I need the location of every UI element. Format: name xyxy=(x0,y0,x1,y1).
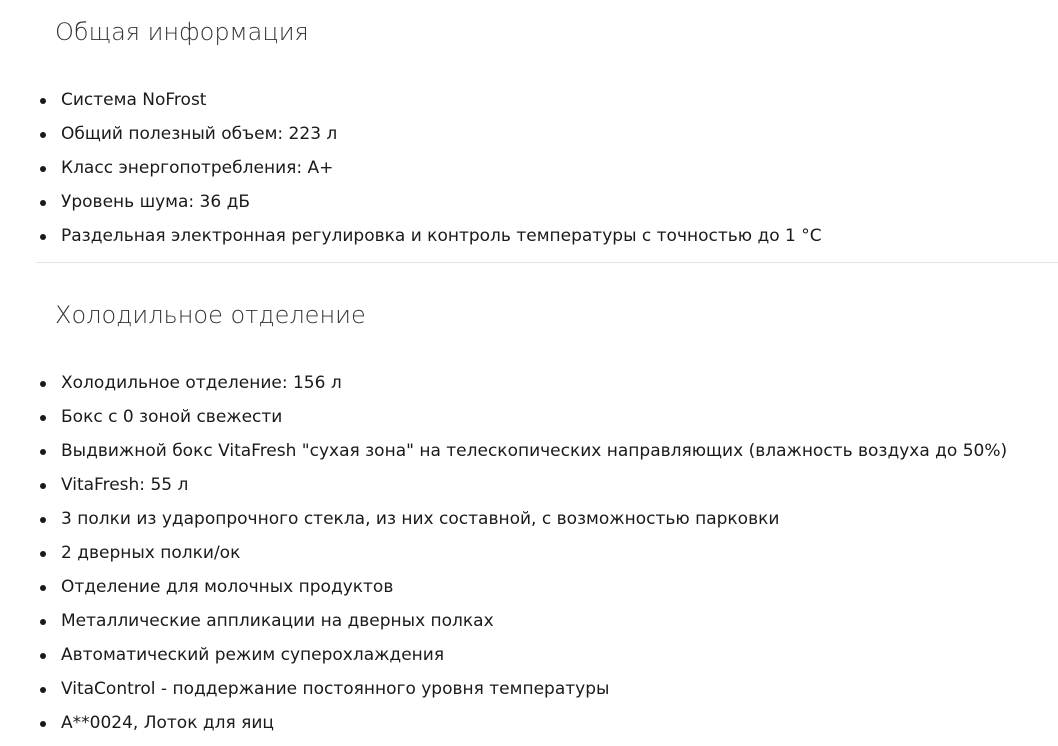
bullet-icon xyxy=(40,415,46,421)
bullet-icon xyxy=(40,687,46,693)
list-item xyxy=(0,185,822,219)
bullet-icon xyxy=(40,585,46,591)
list-item-text: Холодильное отделение: 156 л xyxy=(61,373,342,393)
list-item-text: Общий полезный объем: 223 л xyxy=(61,124,338,144)
section-title-fridge-compartment: Холодильное отделение xyxy=(55,301,366,329)
list-item xyxy=(0,151,822,185)
list-item xyxy=(0,536,1007,570)
bullet-icon xyxy=(40,551,46,557)
list-item xyxy=(0,706,1007,740)
general-info-feature-list xyxy=(0,83,822,253)
list-item xyxy=(0,570,1007,604)
list-item xyxy=(0,400,1007,434)
list-item-text: Класс энергопотребления: A+ xyxy=(61,158,334,178)
bullet-icon xyxy=(40,98,46,104)
list-item xyxy=(0,502,1007,536)
bullet-icon xyxy=(40,619,46,625)
bullet-icon xyxy=(40,517,46,523)
list-item-text: Автоматический режим суперохлаждения xyxy=(61,645,445,665)
bullet-icon xyxy=(40,132,46,138)
bullet-icon xyxy=(40,200,46,206)
bullet-icon xyxy=(40,166,46,172)
bullet-icon xyxy=(40,234,46,240)
bullet-icon xyxy=(40,653,46,659)
list-item xyxy=(0,117,822,151)
bullet-icon xyxy=(40,721,46,727)
list-item-text: Раздельная электронная регулировка и контроль температуры с точностью до 1 °C xyxy=(61,226,822,246)
list-item-text: VitaControl - поддержание постоянного уровня температуры xyxy=(61,679,610,699)
list-item xyxy=(0,604,1007,638)
list-item xyxy=(0,219,822,253)
list-item xyxy=(0,83,822,117)
list-item xyxy=(0,468,1007,502)
list-item-text: Металлические аппликации на дверных полках xyxy=(61,611,494,631)
bullet-icon xyxy=(40,483,46,489)
section-title-general-info: Общая информация xyxy=(55,18,309,46)
list-item-text: Выдвижной бокс VitaFresh "сухая зона" на телескопических направляющих (влажность воздуха до 50%) xyxy=(61,441,1008,461)
list-item-text: Система NoFrost xyxy=(61,90,207,110)
list-item xyxy=(0,672,1007,706)
bullet-icon xyxy=(40,449,46,455)
bullet-icon xyxy=(40,381,46,387)
list-item xyxy=(0,434,1007,468)
list-item-text: 3 полки из ударопрочного стекла, из них составной, с возможностью парковки xyxy=(61,509,780,529)
list-item-text: VitaFresh: 55 л xyxy=(61,475,189,495)
list-item xyxy=(0,366,1007,400)
list-item-text: A**0024, Лоток для яиц xyxy=(61,713,274,733)
list-item-text: 2 дверных полки/ок xyxy=(61,543,241,563)
list-item-text: Уровень шума: 36 дБ xyxy=(61,192,251,212)
section-divider xyxy=(36,262,1058,263)
list-item xyxy=(0,638,1007,672)
fridge-compartment-feature-list xyxy=(0,366,1007,740)
list-item-text: Отделение для молочных продуктов xyxy=(61,577,394,597)
list-item-text: Бокс с 0 зоной свежести xyxy=(61,407,283,427)
